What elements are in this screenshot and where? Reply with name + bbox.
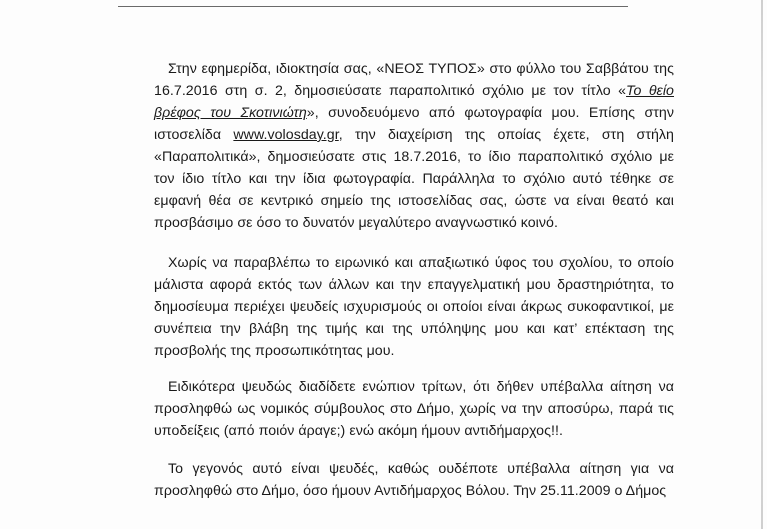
page-edge-shadow [761,0,763,529]
paragraph-1-text-c: , την διαχείριση της οποίας έχετε, στη στήλη «Παραπολιτικά», δημοσιεύσατε στις 18.7.2016, το ίδιο παραπολιτικό σχόλιο με τον ίδιο τίτλο και την ίδια φωτογραφία. Παράλληλα το σχόλιο αυτό τέθηκε σε εμφανή θέα σε κεντρικό σημείο της ιστοσελίδας σας, ώστε να είναι θεατό και προσβάσιμο σε όσο το δυνατόν μεγαλύτερο αναγνωστικό κοινό. [154,127,674,231]
paragraph-3-text: Ειδικότερα ψευδώς διαδίδετε ενώπιον τρίτων, ότι δήθεν υπέβαλλα αίτηση να προσληφθώ ως νομικός σύμβουλος στο Δήμο, χωρίς να την αποσύρω, παρά τις υποδείξεις (από ποιόν άραγε;) ενώ ακόμη ήμουν αντιδήμαρχος!!. [154,379,674,439]
paragraph-2-text: Χωρίς να παραβλέπω το ειρωνικό και απαξιωτικό ύφος του σχολίου, το οποίο μάλιστα αφορά εκτός των άλλων και την επαγγελματική μου δραστηριότητα, το δημοσίευμα περιέχει ψευδείς ισχυρισμούς οι οποίοι είναι άκρως συκοφαντικοί, με συνέπεια την βλάβη της τιμής και της υπόληψης μου και κατ’ επέκταση της προσβολής της προσωπικότητας μου. [154,255,674,359]
paragraph-2 [154,252,674,362]
letter-body [154,58,674,518]
paragraph-1-text-b: », συνοδευόμενο από φωτογραφία μου. Επίσης στην ιστοσελίδα [154,105,675,143]
paragraph-4-text: Το γεγονός αυτό είναι ψευδές, καθώς ουδέποτε υπέβαλλα αίτηση για να προσληφθώ στο Δήμο, όσο ήμουν Αντιδήμαρχος Βόλου. Την 25.11.2009 ο Δήμος [154,461,674,499]
top-rule-line [118,6,628,7]
paragraph-1 [154,58,674,234]
website-link[interactable]: www.volosday.gr [233,127,339,143]
column-title: Το θείο βρέφος του Σκοτινιώτη [154,83,674,121]
paragraph-4 [154,458,674,502]
paragraph-1-text-a: Στην εφημερίδα, ιδιοκτησία σας, «ΝΕΟΣ ΤΥΠΟΣ» στο φύλλο του Σαββάτου της 16.7.2016 στη σ. 2, δημοσιεύσατε παραπολιτικό σχόλιο με τον τίτλο « [154,61,674,99]
paragraph-3 [154,376,674,442]
